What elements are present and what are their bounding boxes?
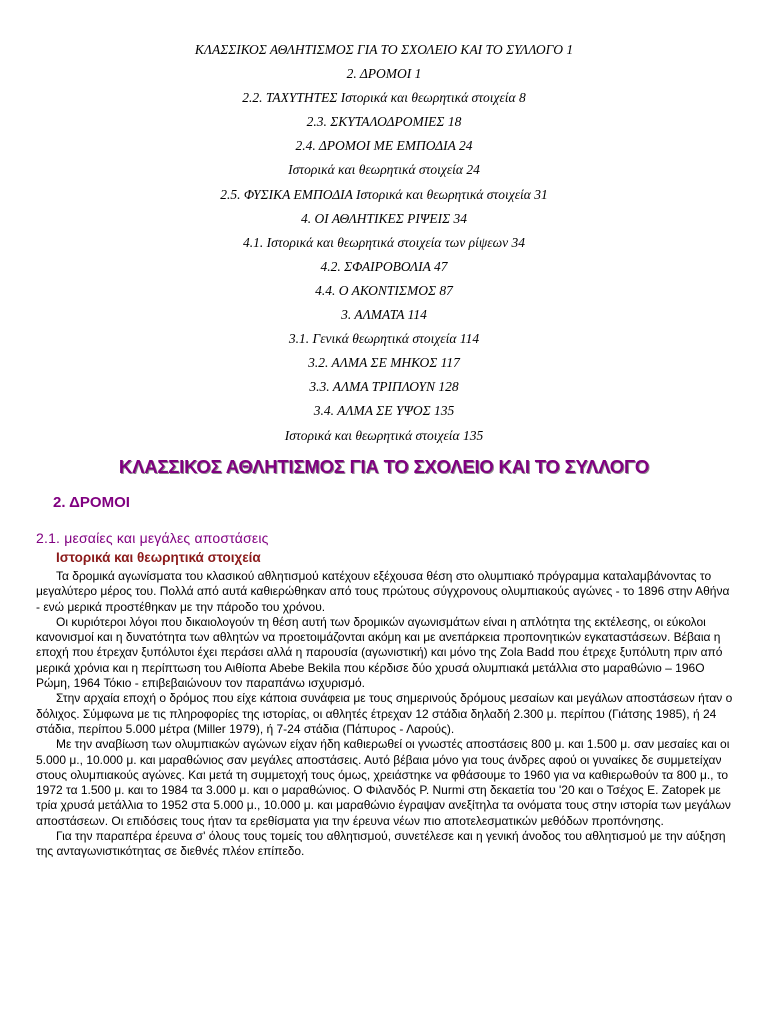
toc-link[interactable]: 2.3. ΣΚΥΤΑΛΟΔΡΟΜΙΕΣ 18: [306, 114, 462, 130]
paragraph: Για την παραπέρα έρευνα σ' όλους τους τομείς του αθλητισμού, συνετέλεσε και η γενική άνοδος του αθλητισμού με την αύξηση της ανταγωνιστικότητας σε διεθνές πλέον επίπεδο.: [36, 829, 726, 859]
toc-item[interactable]: [0, 327, 768, 351]
toc-item[interactable]: [0, 62, 768, 86]
toc-link[interactable]: 2.4. ΔΡΟΜΟΙ ΜΕ ΕΜΠΟΔΙΑ 24: [295, 138, 473, 154]
main-heading: ΚΛΑΣΣΙΚΟΣ ΑΘΛΗΤΙΣΜΟΣ ΓΙΑ ΤΟ ΣΧΟΛΕΙΟ ΚΑΙ ΤΟ ΣΥΛΛΟΓΟ: [118, 456, 650, 477]
subsection-heading: 2.1. μεσαίες και μεγάλες αποστάσεις: [36, 530, 269, 546]
toc-item[interactable]: [0, 255, 768, 279]
toc-link[interactable]: 2. ΔΡΟΜΟΙ 1: [346, 66, 422, 82]
toc-link[interactable]: Ιστορικά και θεωρητικά στοιχεία 24: [288, 162, 480, 178]
toc-item[interactable]: [0, 86, 768, 110]
paragraph: Οι κυριότεροι λόγοι που δικαιολογούν τη θέση αυτή των δρομικών αγωνισμάτων είναι η απλότητα της εκτέλεσης, οι εύκολοι κανονισμοί και η δυνατότητα των αθλητών να προετοιμάζονται ακόμη και με ανεπάρκεια προπονητικών εγκαταστάσεων. Βέβαια η εποχή που έτρεχαν ξυπόλυτοι έχει περάσει αλλά η παρουσία (αγωνιστική) και μόνο της Zola Badd που έτρεχε ξυπόλυτη πριν από μερικά χρόνια και η περίπτωση του Αιθίοπα Abebe Bekila που κέρδισε δύο χρυσά ολυμπιακά μετάλλια στο μαραθώνιο – 196Ο Ρώμη, 1964 Τόκιο - επιβεβαιώνουν τον παραπάνω ισχυρισμό.: [36, 614, 723, 691]
toc-link[interactable]: Ιστορικά και θεωρητικά στοιχεία 135: [284, 427, 484, 443]
toc-item[interactable]: [0, 303, 768, 327]
toc-item[interactable]: [0, 110, 768, 134]
toc-item[interactable]: [0, 207, 768, 231]
toc-item[interactable]: [0, 134, 768, 158]
body-text: [36, 569, 736, 860]
paragraph: Με την αναβίωση των ολυμπιακών αγώνων είχαν ήδη καθιερωθεί οι γνωστές αποστάσεις 800 μ. και 1.500 μ. σαν μεσαίες και οι 5.000 μ., 10.000 μ. και μαραθώνιος σαν μεγάλες αποστάσεις. Αυτό βέβαια μόνο για τους άνδρες αφού οι γυναίκες δε συμμετείχαν στους ολυμπιακούς αγώνες. Και μετά τη συμμετοχή τους όμως, χρειάστηκε να φθάσουμε το 1960 για να καθιερωθούν τα 800 μ., το 1972 τα 1.500 μ. και το 1984 τα 3.000 μ. και ο μαραθώνιος. Ο Φιλανδός P. Nurmi στη δεκαετία του '20 και ο Τσέχος E. Zatopek με τρία χρυσά μετάλλια το 1952 στα 5.000 μ., 10.000 μ. και μαραθώνιο έγραψαν ανεξίτηλα τα ονόματα τους στην ιστορία των μεγάλων αποστάσεων. Οι επιδόσεις τους ήταν τα ερεθίσματα για την έρευνα νέων πιο αποτελεσματικών μεθόδων προπόνησης.: [36, 737, 731, 828]
toc-link[interactable]: 4.4. Ο ΑΚΟΝΤΙΣΜΟΣ 87: [315, 282, 453, 298]
toc-link[interactable]: 3.3. ΑΛΜΑ ΤΡΙΠΛΟΥΝ 128: [309, 379, 459, 395]
toc-item[interactable]: [0, 375, 768, 399]
section-heading: 2. ΔΡΟΜΟΙ: [53, 494, 130, 511]
toc-link[interactable]: 3. ΑΛΜΑΤΑ 114: [341, 307, 427, 323]
toc-link[interactable]: 4.1. Ιστορικά και θεωρητικά στοιχεία των ρίψεων 34: [243, 234, 525, 250]
table-of-contents: [0, 38, 768, 448]
toc-link[interactable]: ΚΛΑΣΣΙΚΟΣ ΑΘΛΗΤΙΣΜΟΣ ΓΙΑ ΤΟ ΣΧΟΛΕΙΟ ΚΑΙ ΤΟ ΣΥΛΛΟΓΟ 1: [194, 42, 574, 57]
toc-item[interactable]: [0, 231, 768, 255]
toc-link[interactable]: 2.5. ΦΥΣΙΚΑ ΕΜΠΟΔΙΑ Ιστορικά και θεωρητικά στοιχεία 31: [220, 186, 548, 202]
toc-link[interactable]: 3.2. ΑΛΜΑ ΣΕ ΜΗΚΟΣ 117: [308, 355, 460, 371]
toc-item[interactable]: [0, 38, 768, 62]
toc-link[interactable]: 3.1. Γενικά θεωρητικά στοιχεία 114: [288, 331, 480, 347]
toc-link[interactable]: 2.2. ΤΑΧΥΤΗΤΕΣ Ιστορικά και θεωρητικά στοιχεία 8: [242, 90, 526, 106]
toc-item[interactable]: [0, 183, 768, 207]
toc-item[interactable]: [0, 279, 768, 303]
toc-item[interactable]: [0, 399, 768, 423]
toc-item[interactable]: [0, 351, 768, 375]
minor-heading: Ιστορικά και θεωρητικά στοιχεία: [56, 550, 261, 565]
toc-link[interactable]: 3.4. ΑΛΜΑ ΣΕ ΥΨΟΣ 135: [313, 403, 455, 419]
toc-item[interactable]: [0, 424, 768, 448]
toc-link[interactable]: 4. ΟΙ ΑΘΛΗΤΙΚΕΣ ΡΙΨΕΙΣ 34: [300, 210, 468, 226]
paragraph: Στην αρχαία εποχή ο δρόμος που είχε κάποια συνάφεια με τους σημερινούς δρόμους μεσαίων και μεγάλων αποστάσεων ήταν ο δόλιχος. Σύμφωνα με τις πληροφορίες της ιστορίας, οι αθλητές έτρεχαν 12 στάδια δηλαδή 2.300 μ. περίπου (Γιάτσης 1985), ή 24 στάδια, περίπου 5.000 μέτρα (Miller 1979), ή 7-24 στάδια (Πάπυρος - Λαρούς).: [36, 691, 733, 736]
toc-item[interactable]: [0, 158, 768, 182]
toc-link[interactable]: 4.2. ΣΦΑΙΡΟΒΟΛΙΑ 47: [320, 258, 448, 274]
paragraph: Τα δρομικά αγωνίσματα του κλασικού αθλητισμού κατέχουν εξέχουσα θέση στο ολυμπιακό πρόγραμμα καταλαμβάνοντας το μεγαλύτερο μέρος του. Πολλά από αυτά καθιερώθηκαν από τους πρώτους σύγχρονους ολυμπιακούς αγώνες - το 1896 στην Αθήνα - ενώ μερικά προστέθηκαν με την πάροδο του χρόνου.: [36, 569, 730, 614]
